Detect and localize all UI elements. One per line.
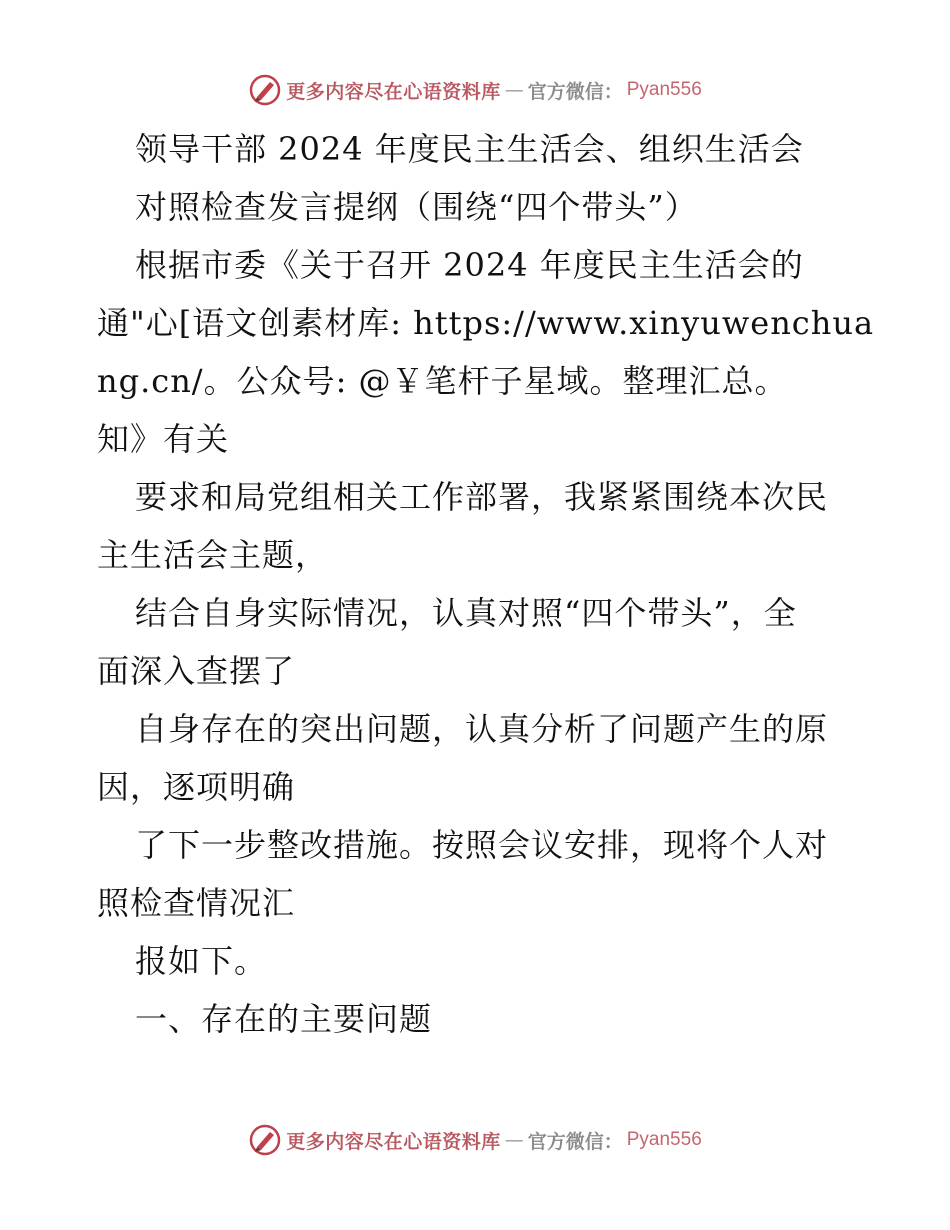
- text-line: 照检查情况汇: [97, 884, 296, 922]
- text-line: 根据市委《关于召开 2024 年度民主生活会的: [135, 246, 804, 284]
- text-line: 自身存在的突出问题，认真分析了问题产生的原: [135, 710, 829, 748]
- text-line: 一、存在的主要问题: [135, 1000, 433, 1038]
- watermark-main-text: 更多内容尽在心语资料库: [286, 80, 501, 103]
- text-line: 因，逐项明确: [97, 768, 296, 806]
- text-line: ng.cn/。公众号: @￥笔杆子星域。整理汇总。: [97, 362, 788, 400]
- watermark-wechat-label: 官方微信：: [527, 80, 623, 103]
- text-line: 报如下。: [135, 942, 268, 980]
- watermark-wechat-label: 官方微信：: [527, 1130, 623, 1153]
- text-line: 结合自身实际情况，认真对照“四个带头”，全: [135, 594, 797, 632]
- pen-logo-icon: [248, 1123, 282, 1157]
- text-line: 面深入查摆了: [97, 652, 296, 690]
- text-line: 主生活会主题，: [97, 536, 329, 574]
- document-body: [97, 120, 875, 1048]
- header-watermark: [0, 70, 950, 110]
- text-line: 要求和局党组相关工作部署，我紧紧围绕本次民: [135, 478, 829, 516]
- watermark-main-text: 更多内容尽在心语资料库: [286, 1130, 501, 1153]
- text-line: 对照检查发言提纲（围绕“四个带头”）: [135, 188, 698, 226]
- footer-watermark: [0, 1120, 950, 1160]
- watermark-dash: —: [504, 1129, 524, 1151]
- watermark-dash: —: [504, 79, 524, 101]
- text-line: 领导干部 2024 年度民主生活会、组织生活会: [135, 130, 804, 168]
- watermark-wechat-id: Pyan556: [626, 1129, 702, 1150]
- watermark-wechat-id: Pyan556: [626, 79, 702, 100]
- text-line: 了下一步整改措施。按照会议安排，现将个人对: [135, 826, 829, 864]
- text-line: 知》有关: [97, 420, 230, 458]
- text-line: 通"心[语文创素材库: https://www.xinyuwenchua: [97, 304, 875, 342]
- pen-logo-icon: [248, 73, 282, 107]
